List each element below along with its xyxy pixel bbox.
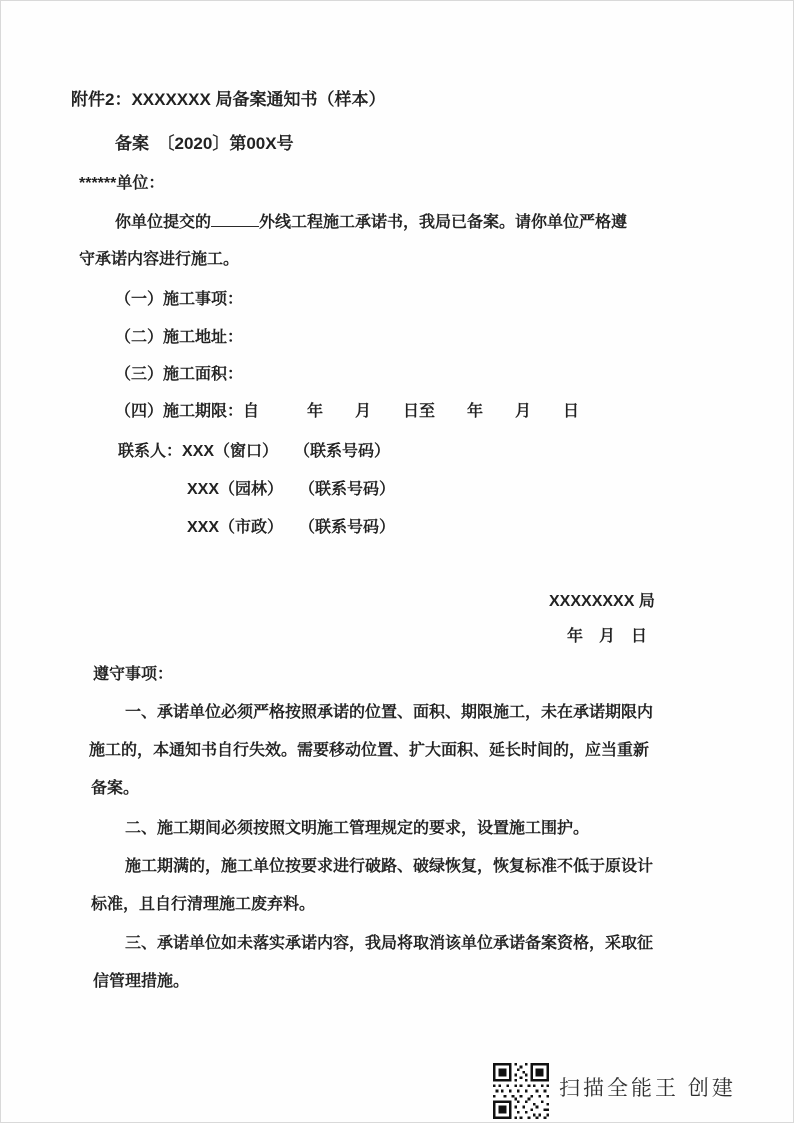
list-item-construction-period: （四）施工期限：自 年 月 日至 年 月 日	[115, 403, 580, 420]
contact-phone: （联系号码）	[307, 481, 396, 498]
list-item-construction-address: （二）施工地址：	[115, 329, 244, 346]
contact-row	[118, 441, 390, 463]
addressee-line: ******单位：	[79, 175, 165, 192]
signature-date: 年 月 日	[567, 628, 648, 645]
contact-name: XXX（窗口）	[182, 443, 279, 460]
rule-2b-line-1: 施工期满的，施工单位按要求进行破路、破绿恢复，恢复标准不低于原设计	[125, 858, 654, 875]
rule-1-line-1: 一、承诺单位必须严格按照承诺的位置、面积、期限施工，未在承诺期限内	[125, 704, 654, 721]
rule-1-line-3: 备案。	[91, 780, 140, 797]
body-paragraph-line-2: 守承诺内容进行施工。	[79, 251, 240, 268]
body-paragraph-line-1	[115, 211, 627, 234]
list-item-construction-matter: （一）施工事项：	[115, 291, 244, 308]
blank-underline	[211, 211, 259, 227]
body-line1-prefix: 你单位提交的	[115, 214, 212, 231]
qr-code-icon	[493, 1063, 549, 1119]
contact-name: XXX（园林）	[187, 481, 284, 498]
camscanner-watermark-text: 扫描全能王 创建	[559, 1077, 736, 1100]
list-item-construction-area: （三）施工面积：	[115, 366, 244, 383]
doc-number: 备案 〔2020〕第00X号	[115, 134, 294, 153]
rule-3-line-1: 三、承诺单位如未落实承诺内容，我局将取消该单位承诺备案资格，采取征	[125, 935, 654, 952]
contact-phone: （联系号码）	[302, 443, 391, 460]
attachment-title: 附件2：XXXXXXX 局备案通知书（样本）	[71, 90, 386, 109]
contact-label: 联系人：	[118, 443, 183, 460]
rule-2b-line-2: 标准，且自行清理施工废弃料。	[91, 896, 316, 913]
contact-phone: （联系号码）	[307, 519, 396, 536]
contact-row	[187, 517, 395, 539]
rule-3-line-2: 信管理措施。	[93, 973, 190, 990]
rule-1-line-2: 施工的，本通知书自行失效。需要移动位置、扩大面积、延长时间的，应当重新	[89, 742, 650, 759]
signature-organization: XXXXXXXX 局	[549, 593, 655, 610]
contact-name: XXX（市政）	[187, 519, 284, 536]
rule-2-line-1: 二、施工期间必须按照文明施工管理规定的要求，设置施工围护。	[125, 820, 590, 837]
body-line1-suffix: 外线工程施工承诺书，我局已备案。请你单位严格遵	[259, 214, 628, 231]
contact-row	[187, 479, 395, 501]
rules-heading: 遵守事项：	[93, 666, 174, 683]
